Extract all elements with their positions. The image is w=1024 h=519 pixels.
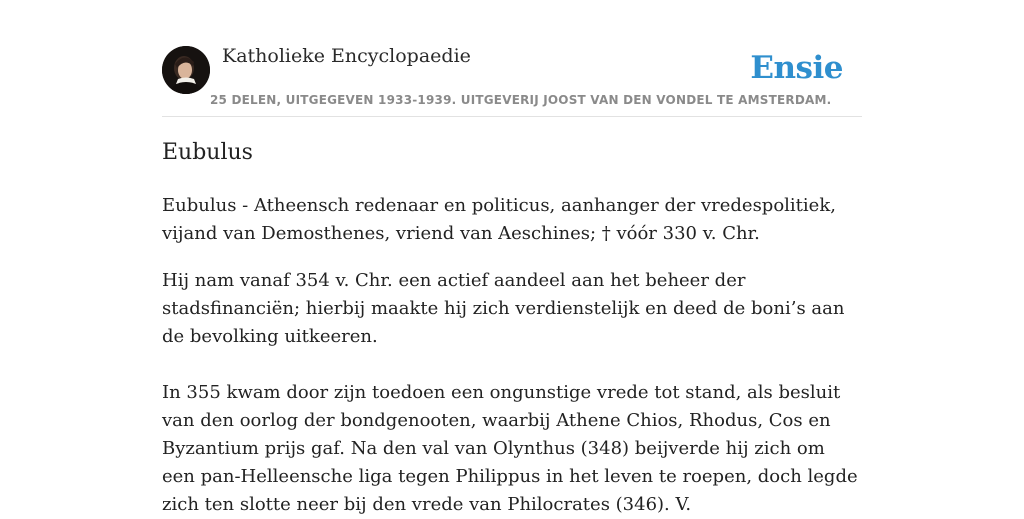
ensie-logo[interactable]: Ensie: [750, 50, 843, 86]
page-container: [162, 0, 862, 515]
site-name[interactable]: Katholieke Encyclopaedie: [222, 45, 471, 67]
article-paragraph: Eubulus - Atheensch redenaar en politicus, aanhanger der vredespolitiek, vijand van Demosthenes, vriend van Aeschines; † vóór 330 v. Chr.: [162, 195, 836, 244]
article-paragraph: Hij nam vanaf 354 v. Chr. een actief aandeel aan het beheer der stadsfinanciën; hierbij maakte hij zich verdienstelijk en deed de boni’s aan de bevolking uitkeeren.: [162, 270, 845, 347]
encyclopedia-subtitle: 25 DELEN, UITGEGEVEN 1933-1939. UITGEVERIJ JOOST VAN DEN VONDEL TE AMSTERDAM.: [210, 93, 832, 107]
article-title: Eubulus: [162, 140, 253, 165]
portrait-avatar-icon[interactable]: [162, 46, 210, 94]
site-header: [162, 0, 862, 117]
article-paragraph: In 355 kwam door zijn toedoen een ongunstige vrede tot stand, als besluit van den oorlog der bondgenooten, waarbij Athene Chios, Rhodus, Cos en Byzantium prijs gaf. Na den val van Olynthus (348) beijverde hij zich om een pan-Helleensche liga tegen Philippus in het leven te roepen, doch legde zich ten slotte neer bij den vrede van Philocrates (346). V.: [162, 382, 858, 515]
